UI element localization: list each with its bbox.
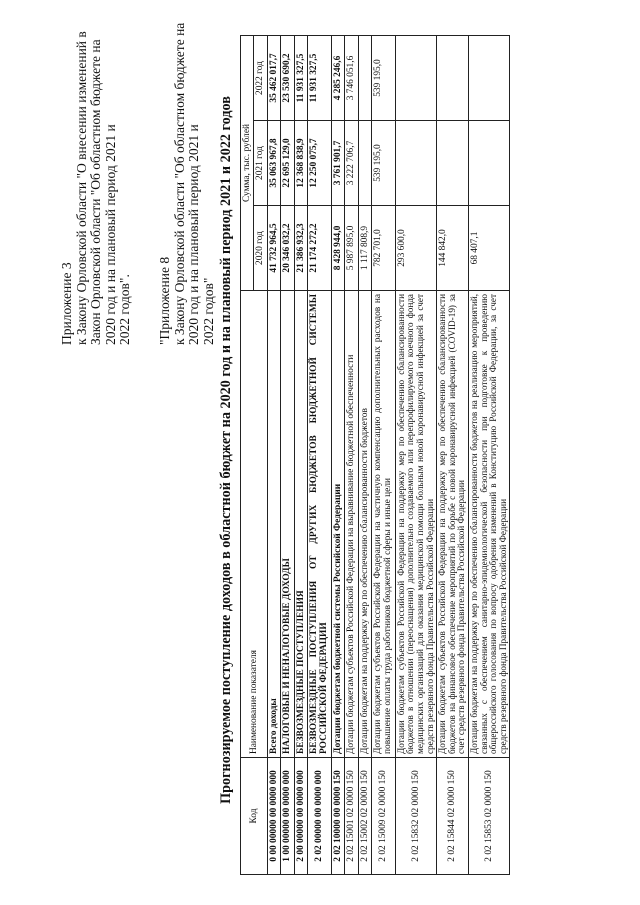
annex-3-line: 2020 год и на плановый период 2021 и xyxy=(102,124,118,345)
header-year-2020: 2020 год xyxy=(254,206,267,291)
row-value-2020: 21 174 272,2 xyxy=(308,206,332,291)
table-row xyxy=(372,36,396,875)
row-value-2021 xyxy=(395,121,436,206)
annex-8-line: к Закону Орловской области "Об областном бюджете на xyxy=(171,22,187,345)
row-code: 2 02 15853 02 0000 150 xyxy=(469,758,510,875)
row-name: Дотации бюджетам бюджетной системы Российской Федерации xyxy=(331,291,344,758)
row-name: Дотации бюджетам субъектов Российской Федерации на поддержку мер по обеспечению сбалансированности бюджетов в отношении (переоснащения) дополнительно создаваемого или перепрофилируемого коечного фонда медицинских организаций для оказания медицинской помощи больным новой коронавирусной инфекцией за счет средств резервного фонда Правительства Российской Федерации xyxy=(395,291,436,758)
annex-3-line: Закон Орловской области "Об областном бюджете на xyxy=(88,39,103,345)
row-name: Дотации бюджетам субъектов Российской Федерации на выравнивание бюджетной обеспеченности xyxy=(345,291,358,758)
row-value-2022 xyxy=(437,36,469,121)
row-value-2022 xyxy=(358,36,371,121)
row-code: 0 00 00000 00 0000 000 xyxy=(267,758,280,875)
row-code: 2 02 10000 00 0000 150 xyxy=(331,758,344,875)
row-code: 2 02 15002 02 0000 150 xyxy=(358,758,371,875)
row-name: БЕЗВОЗМЕЗДНЫЕ ПОСТУПЛЕНИЯ ОТ ДРУГИХ БЮДЖЕТОВ БЮДЖЕТНОЙ СИСТЕМЫ РОССИЙСКОЙ ФЕДЕРАЦИИ xyxy=(308,291,332,758)
table-row xyxy=(331,36,344,875)
row-value-2021 xyxy=(358,121,371,206)
row-value-2021: 12 368 838,9 xyxy=(294,121,307,206)
row-code: 2 02 00000 00 0000 000 xyxy=(308,758,332,875)
row-value-2021: 3 222 706,7 xyxy=(345,121,358,206)
row-value-2021: 35 063 967,8 xyxy=(267,121,280,206)
row-code: 2 02 15832 02 0000 150 xyxy=(395,758,436,875)
row-value-2022: 539 195,0 xyxy=(372,36,396,121)
row-value-2020: 1 117 808,9 xyxy=(358,206,371,291)
annex-3-line: 2022 годов". xyxy=(117,274,132,345)
table-row xyxy=(308,36,332,875)
row-value-2020: 782 701,0 xyxy=(372,206,396,291)
annex-8-line: "Приложение 8 xyxy=(157,256,172,345)
table-row xyxy=(395,36,436,875)
annex-3-heading xyxy=(60,25,133,345)
row-code: 2 00 00000 00 0000 000 xyxy=(294,758,307,875)
row-value-2022: 11 931 327,5 xyxy=(308,36,332,121)
row-value-2021: 3 761 901,7 xyxy=(331,121,344,206)
row-code: 2 02 15001 02 0000 150 xyxy=(345,758,358,875)
row-name: Дотации бюджетам субъектов Российской Федерации на поддержку мер по обеспечению сбалансированности бюджетов на финансовое обеспечение мероприятий по борьбе с новой коронавирусной инфекцией (COVID-19) за счет средств резервного фонда Правительства Российской Федерации xyxy=(437,291,469,758)
table-row xyxy=(437,36,469,875)
row-value-2021: 12 250 075,7 xyxy=(308,121,332,206)
row-value-2020: 8 428 944,0 xyxy=(331,206,344,291)
row-name: БЕЗВОЗМЕЗДНЫЕ ПОСТУПЛЕНИЯ xyxy=(294,291,307,758)
row-name: НАЛОГОВЫЕ И НЕНАЛОГОВЫЕ ДОХОДЫ xyxy=(281,291,294,758)
table-body xyxy=(267,36,510,875)
row-value-2021: 539 195,0 xyxy=(372,121,396,206)
row-name: Дотации бюджетам субъектов Российской Федерации на частичную компенсацию дополнительных расходов на повышение оплаты труда работников бюджетной сферы и иные цели xyxy=(372,291,396,758)
row-name: Всего доходы xyxy=(267,291,280,758)
row-value-2022: 4 285 246,6 xyxy=(331,36,344,121)
annex-8-line: 2022 годов" xyxy=(200,277,216,345)
row-value-2020: 20 346 032,2 xyxy=(281,206,294,291)
row-value-2022: 35 462 017,7 xyxy=(267,36,280,121)
table-row xyxy=(358,36,371,875)
row-code: 2 02 15009 02 0000 150 xyxy=(372,758,396,875)
header-year-2021: 2021 год xyxy=(254,121,267,206)
row-value-2020: 68 407,1 xyxy=(469,206,510,291)
table-row xyxy=(469,36,510,875)
header-sum: Сумма, тыс. рублей xyxy=(241,36,254,291)
row-value-2020: 41 732 964,5 xyxy=(267,206,280,291)
row-name: Дотации бюджетам на поддержку мер по обеспечению сбалансированности бюджетов xyxy=(358,291,371,758)
annex-3-line: Приложение 3 xyxy=(59,262,74,345)
table-row xyxy=(281,36,294,875)
annex-8-heading xyxy=(157,22,216,345)
header-code: Код xyxy=(241,758,268,875)
header-name: Наименование показателя xyxy=(241,291,268,758)
row-value-2021: 22 695 129,0 xyxy=(281,121,294,206)
table-row xyxy=(345,36,358,875)
table-row xyxy=(267,36,280,875)
revenue-table xyxy=(240,35,510,875)
row-code: 1 00 00000 00 0000 000 xyxy=(281,758,294,875)
row-value-2021 xyxy=(437,121,469,206)
annex-3-line: к Закону Орловской области "О внесении изменений в xyxy=(73,31,89,345)
row-value-2022 xyxy=(395,36,436,121)
annex-8-line: 2020 год и на плановый период 2021 и xyxy=(186,124,201,345)
row-value-2022: 3 746 051,6 xyxy=(345,36,358,121)
row-value-2021 xyxy=(469,121,510,206)
row-value-2020: 293 600,0 xyxy=(395,206,436,291)
row-value-2022 xyxy=(469,36,510,121)
header-year-2022: 2022 год xyxy=(254,36,267,121)
table-row xyxy=(294,36,307,875)
row-value-2020: 21 386 932,3 xyxy=(294,206,307,291)
row-value-2022: 11 931 327,5 xyxy=(294,36,307,121)
row-value-2020: 5 987 895,0 xyxy=(345,206,358,291)
row-value-2022: 23 530 690,2 xyxy=(281,36,294,121)
document-title: Прогнозируемое поступление доходов в областной бюджет на 2020 год и на плановый период 2021 и 2022 годов xyxy=(218,96,234,804)
row-value-2020: 144 842,0 xyxy=(437,206,469,291)
row-name: Дотации бюджетам на поддержку мер по обеспечению сбалансированности бюджетов на реализацию мероприятий, связанных с обеспечением санитарно-эпидемиологической безопасности при подготовке к проведению общероссийского голосования по вопросу одобрения изменений в Конституцию Российской Федерации, за счет средств резервного фонда Правительства Российской Федерации xyxy=(469,291,510,758)
row-code: 2 02 15844 02 0000 150 xyxy=(437,758,469,875)
